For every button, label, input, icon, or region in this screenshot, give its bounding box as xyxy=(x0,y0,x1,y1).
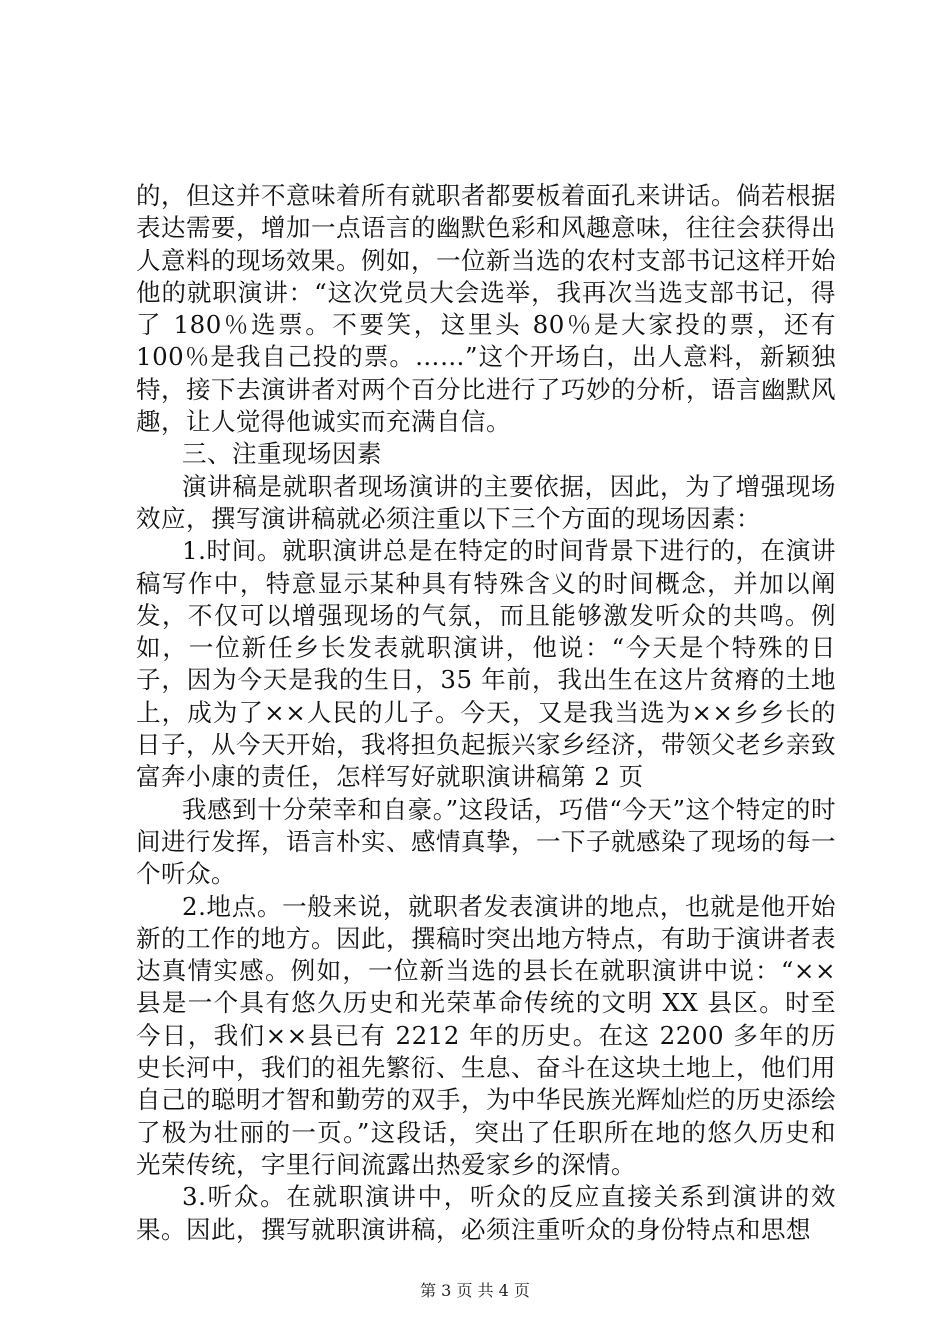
paragraph-time: 1.时间。就职演讲总是在特定的时间背景下进行的，在演讲稿写作中，特意显示某种具有特殊含义的时间概念，并加以阐发，不仅可以增强现场的气氛，而且能够激发听众的共鸣。例如，一位新任乡长发表就职演讲，他说：“今天是个特殊的日子，因为今天是我的生日，35 年前，我出生在这片贫瘠的土地上，成为了××人民的儿子。今天，又是我当选为××乡乡长的日子，从今天开始，我将担负起振兴家乡经济，带领父老乡亲致富奔小康的责任，怎样写好就职演讲稿第 2 页 xyxy=(136,536,836,792)
paragraph-intro: 演讲稿是就职者现场演讲的主要依据，因此，为了增强现场效应，撰写演讲稿就必须注重以下三个方面的现场因素： xyxy=(136,471,836,533)
paragraph-time-continued: 我感到十分荣幸和自豪。”这段话，巧借“今天”这个特定的时间进行发挥，语言朴实、感情真挚，一下子就感染了现场的每一个听众。 xyxy=(136,794,836,889)
paragraph-place: 2.地点。一般来说，就职者发表演讲的地点，也就是他开始新的工作的地方。因此，撰稿时突出地方特点，有助于演讲者表达真情实感。例如，一位新当选的县长在就职演讲中说：“××县是一个具有悠久历史和光荣革命传统的文明 XX 县区。时至今日，我们××县已有 2212 年的历史。在这 2200 多年的历史长河中，我们的祖先繁衍、生息、奋斗在这块土地上，他们用自己的聪明才智和勤劳的双手，为中华民族光辉灿烂的历史添绘了极为壮丽的一页。”这段话，突出了任职所在地的悠久历史和光荣传统，字里行间流露出热爱家乡的深情。 xyxy=(136,891,836,1179)
section-heading: 三、注重现场因素 xyxy=(182,439,382,469)
paragraph-audience: 3.听众。在就职演讲中，听众的反应直接关系到演讲的效果。因此，撰写就职演讲稿，必须注重听众的身份特点和思想 xyxy=(136,1182,836,1244)
document-body xyxy=(136,180,836,1246)
page-footer: 第 3 页 共 4 页 xyxy=(420,1281,530,1300)
paragraph-humor-example: 的，但这并不意味着所有就职者都要板着面孔来讲话。倘若根据表达需要，增加一点语言的幽默色彩和风趣意味，往往会获得出人意料的现场效果。例如，一位新当选的农村支部书记这样开始他的就职演讲：“这次党员大会选举，我再次当选支部书记，得了 180％选票。不要笑，这里头 80％是大家投的票，还有 100％是我自己投的票。……”这个开场白，出人意料，新颖独特，接下去演讲者对两个百分比进行了巧妙的分析，语言幽默风趣，让人觉得他诚实而充满自信。 xyxy=(136,181,836,437)
